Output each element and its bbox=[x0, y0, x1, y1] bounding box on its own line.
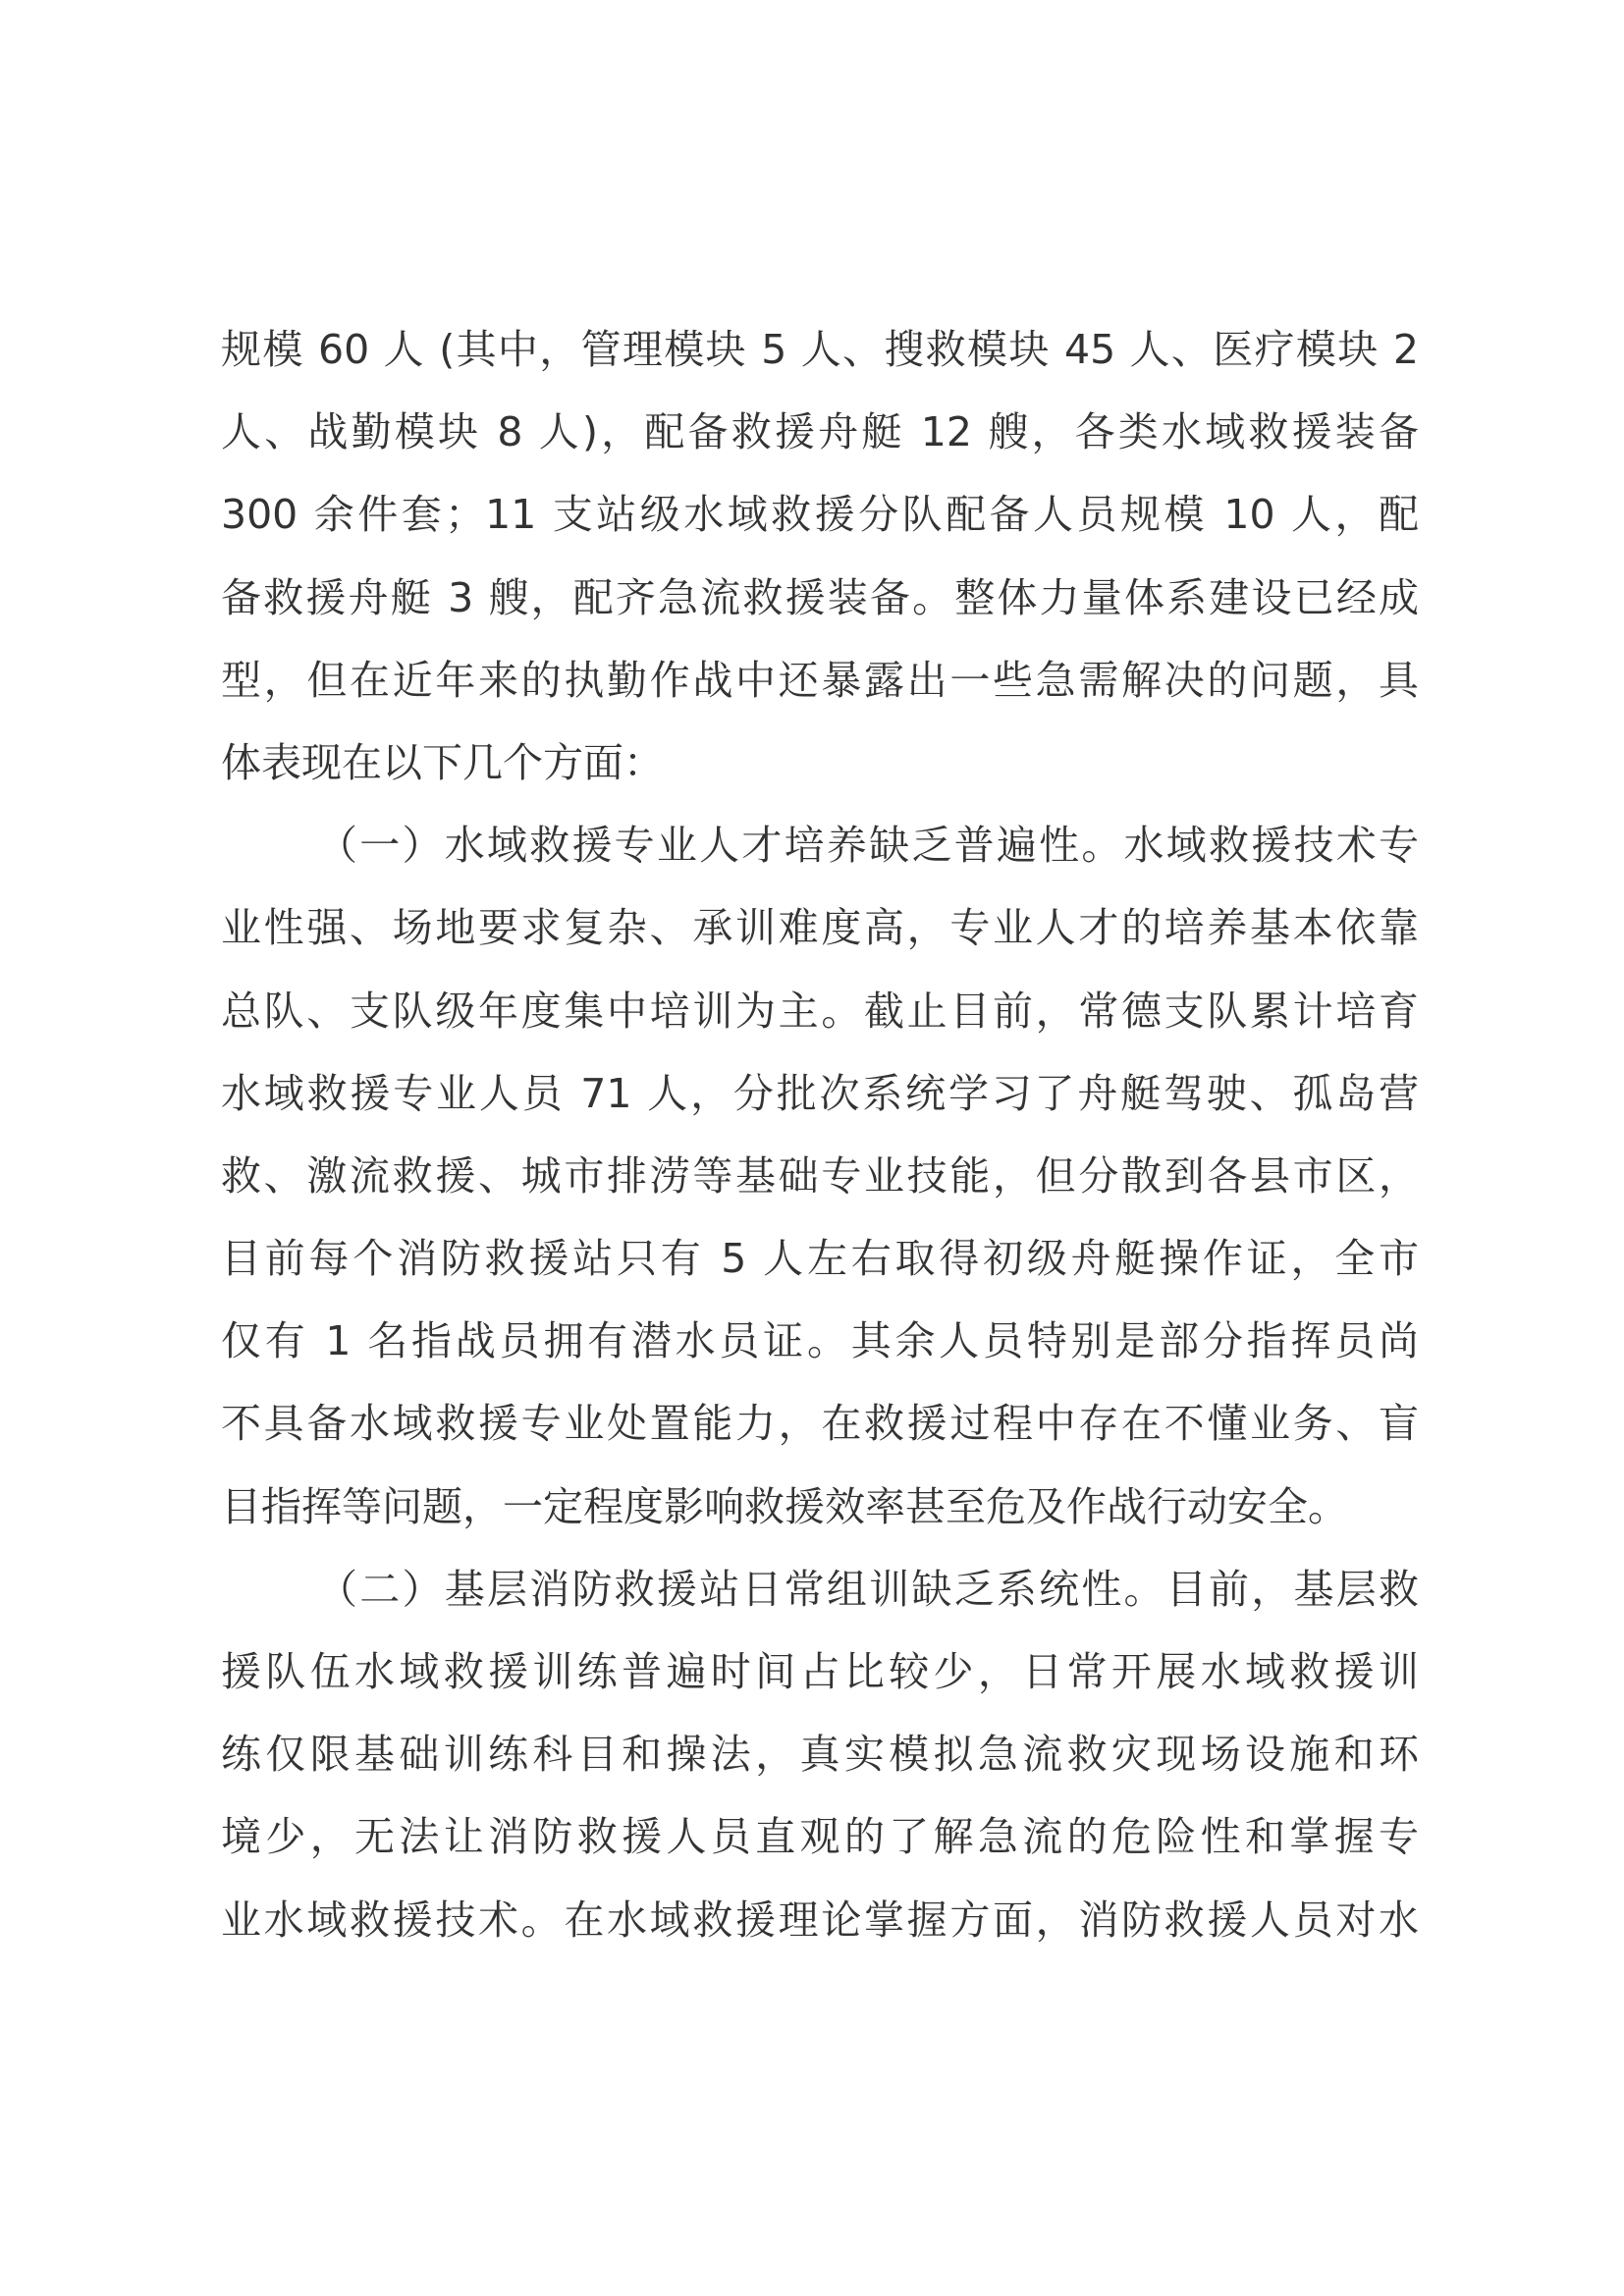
text-line: 境少，无法让消防救援人员直观的了解急流的危险性和掌握专 bbox=[221, 1813, 1419, 1861]
text-line: 备救援舟艇 3 艘，配齐急流救援装备。整体力量体系建设已经成 bbox=[221, 573, 1419, 621]
text-line: 型，但在近年来的执勤作战中还暴露出一些急需解决的问题，具 bbox=[221, 656, 1419, 704]
text-line: 救、激流救援、城市排涝等基础专业技能，但分散到各县市区， bbox=[221, 1151, 1419, 1200]
text-line: 规模 60 人 (其中，管理模块 5 人、搜救模块 45 人、医疗模块 2 bbox=[221, 326, 1419, 373]
text-line: 练仅限基础训练科目和操法，真实模拟急流救灾现场设施和环 bbox=[221, 1731, 1419, 1779]
text-line: 300 余件套；11 支站级水域救援分队配备人员规模 10 人，配 bbox=[221, 491, 1419, 539]
section-heading-line: （一）水域救援专业人才培养缺乏普遍性。水域救援技术专 bbox=[317, 822, 1419, 870]
text-line: 援队伍水域救援训练普遍时间占比较少，日常开展水域救援训 bbox=[221, 1648, 1419, 1695]
text-line: 不具备水域救援专业处置能力，在救援过程中存在不懂业务、盲 bbox=[221, 1400, 1419, 1448]
section-heading-line: （二）基层消防救援站日常组训缺乏系统性。目前，基层救 bbox=[317, 1565, 1419, 1613]
text-line: 仅有 1 名指战员拥有潜水员证。其余人员特别是部分指挥员尚 bbox=[221, 1317, 1419, 1365]
document-page bbox=[221, 308, 1419, 1961]
text-line: 目前每个消防救援站只有 5 人左右取得初级舟艇操作证，全市 bbox=[221, 1235, 1419, 1283]
text-line: 目指挥等问题，一定程度影响救援效率甚至危及作战行动安全。 bbox=[221, 1482, 1348, 1530]
text-line: 总队、支队级年度集中培训为主。截止目前，常德支队累计培育 bbox=[221, 987, 1419, 1035]
text-line: 体表现在以下几个方面： bbox=[221, 738, 664, 786]
text-line: 水域救援专业人员 71 人，分批次系统学习了舟艇驾驶、孤岛营 bbox=[221, 1069, 1419, 1117]
text-line: 业水域救援技术。在水域救援理论掌握方面，消防救援人员对水 bbox=[221, 1896, 1419, 1944]
text-line: 业性强、场地要求复杂、承训难度高，专业人才的培养基本依靠 bbox=[221, 904, 1419, 952]
text-line: 人、战勤模块 8 人)，配备救援舟艇 12 艘，各类水域救援装备 bbox=[221, 408, 1419, 456]
